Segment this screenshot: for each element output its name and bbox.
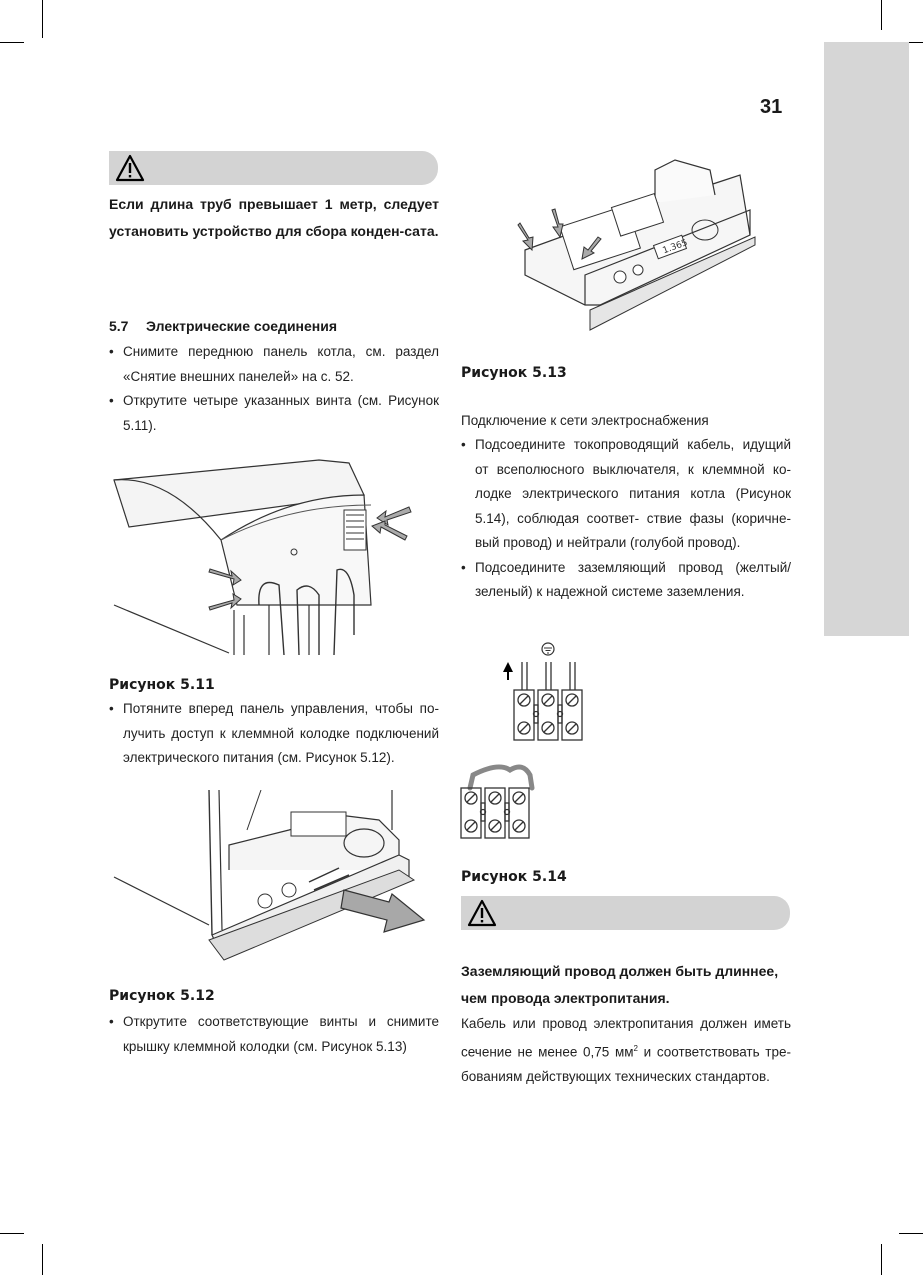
cable-text: Кабель или провод электропитания должен иметь сечение не менее 0,75 мм <box>461 1016 791 1059</box>
bullet-list <box>461 433 791 605</box>
warning-text: Если длина труб превышает 1 метр, следует установить устройство для сбора конден-сата. <box>109 196 439 239</box>
list-item: • Подсоедините токопроводящий кабель, идущий от всеполюсного выключателя, к клеммной ко-лодке электрического питания котла (Рисунок 5.14), соблюдая соответ- ствие фазы (коричне-вый провод) и нейтрали (голубой провод). <box>461 433 791 556</box>
bullet-list <box>109 340 439 438</box>
figure-caption: Рисунок 5.14 <box>461 869 567 885</box>
bullet-list <box>109 1010 439 1059</box>
section-title: Электрические соединения <box>146 318 338 334</box>
list-item: • Открутите четыре указанных винта (см. Рисунок 5.11). <box>109 389 439 438</box>
section-heading <box>109 318 337 334</box>
list-item: • Потяните вперед панель управления, чтобы по-лучить доступ к клеммной колодке подключений электрического питания (см. Рисунок 5.12). <box>109 697 439 771</box>
crop-mark <box>42 1244 43 1275</box>
list-item: • Подсоедините заземляющий провод (желтый/ зеленый) к надежной системе заземления. <box>461 556 791 605</box>
figure-caption: Рисунок 5.12 <box>109 988 215 1004</box>
warning-line: Заземляющий провод должен быть длиннее, <box>461 963 779 979</box>
cable-paragraph <box>461 1012 791 1089</box>
figure-caption: Рисунок 5.11 <box>109 677 215 693</box>
figure-5-14 <box>458 640 608 840</box>
figure-5-13 <box>510 155 770 355</box>
power-heading: Подключение к сети электроснабжения <box>461 413 709 428</box>
crop-mark <box>42 0 43 38</box>
display-readout: 1.365 <box>661 238 690 257</box>
side-tab <box>824 42 909 636</box>
warning-icon <box>115 154 145 182</box>
warning-bar <box>109 151 438 185</box>
crop-mark <box>0 42 24 43</box>
arrow-up-icon <box>503 662 513 680</box>
page-number: 31 <box>760 96 783 118</box>
section-number: 5.7 <box>109 318 129 334</box>
superscript: 2 <box>633 1043 638 1053</box>
crop-mark <box>899 1233 923 1234</box>
figure-caption: Рисунок 5.13 <box>461 365 567 381</box>
list-item: • Открутите соответствующие винты и снимите крышку клеммной колодки (см. Рисунок 5.13) <box>109 1010 439 1059</box>
crop-mark <box>0 1233 24 1234</box>
figure-5-11 <box>109 455 439 655</box>
warning-icon <box>467 899 497 927</box>
warning-line: чем провода электропитания. <box>461 990 670 1006</box>
warning-text <box>461 958 793 1012</box>
figure-5-12 <box>109 790 439 970</box>
warning-bar <box>461 896 790 930</box>
cable-text: и соответствовать тре-бованиям действующих технических стандартов. <box>461 1044 791 1084</box>
crop-mark <box>881 0 882 30</box>
list-item: • Снимите переднюю панель котла, см. раздел «Снятие внешних панелей» на с. 52. <box>109 340 439 389</box>
bullet-list <box>109 697 439 771</box>
crop-mark <box>881 1244 882 1275</box>
